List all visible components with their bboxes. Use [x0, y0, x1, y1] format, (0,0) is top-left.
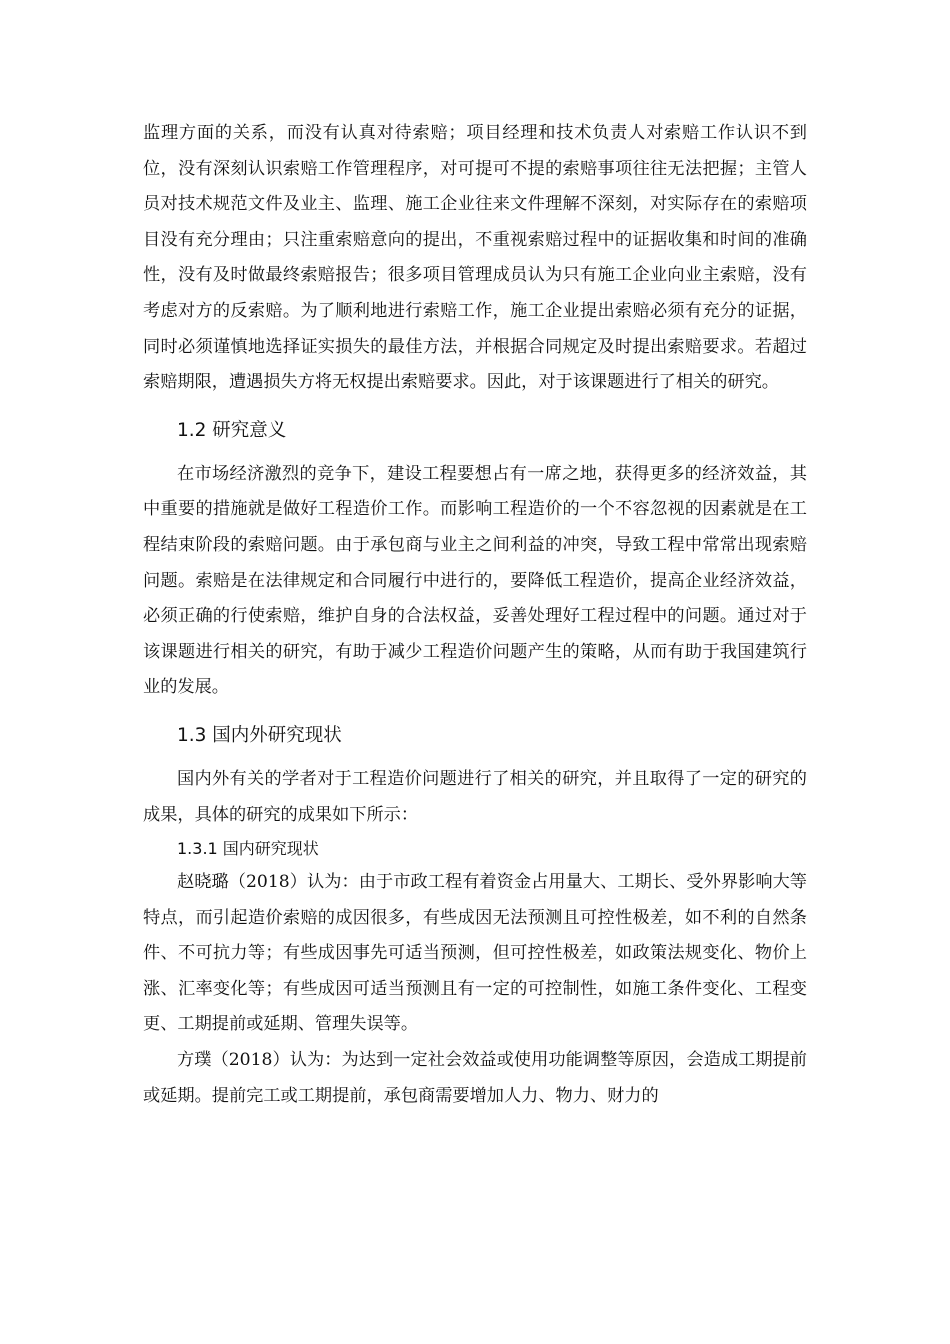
heading-domestic-research-status: 1.3.1 国内研究现状 — [177, 839, 319, 859]
paragraph-claims-background: 监理方面的关系，而没有认真对待索赔；项目经理和技术负责人对索赔工作认识不到位，没有深刻认识索赔工作管理程序，对可提可不提的索赔事项往往无法把握；主管人员对技术规范文件及业主、监理、施工企业往来文件理解不深刻，对实际存在的索赔项目没有充分理由；只注重索赔意向的提出，不重视索赔过程中的证据收集和时间的准确性，没有及时做最终索赔报告；很多项目管理成员认为只有施工企业向业主索赔，没有考虑对方的反索赔。为了顺利地进行索赔工作，施工企业提出索赔必须有充分的证据，同时必须谨慎地选择证实损失的最佳方法，并根据合同规定及时提出索赔要求。若超过索赔期限，遭遇损失方将无权提出索赔要求。因此，对于该课题进行了相关的研究。 — [143, 123, 807, 393]
document-page — [143, 116, 807, 1114]
paragraph-fang-pu: 方璞（2018）认为：为达到一定社会效益或使用功能调整等原因，会造成工期提前或延期。提前完工或工期提前，承包商需要增加人力、物力、财力的 — [143, 1050, 807, 1106]
paragraph-research-significance: 在市场经济激烈的竞争下，建设工程要想占有一席之地，获得更多的经济效益，其中重要的措施就是做好工程造价工作。而影响工程造价的一个不容忽视的因素就是在工程结束阶段的索赔问题。由于承包商与业主之间利益的冲突，导致工程中常常出现索赔问题。索赔是在法律规定和合同履行中进行的，要降低工程造价，提高企业经济效益，必须正确的行使索赔，维护自身的合法权益，妥善处理好工程过程中的问题。通过对于该课题进行相关的研究，有助于减少工程造价问题产生的策略，从而有助于我国建筑行业的发展。 — [143, 463, 807, 698]
heading-research-status: 1.3 国内外研究现状 — [177, 724, 342, 746]
heading-research-significance: 1.2 研究意义 — [177, 419, 287, 441]
paragraph-research-status-intro: 国内外有关的学者对于工程造价问题进行了相关的研究，并且取得了一定的研究的成果，具体的研究的成果如下所示： — [143, 768, 807, 825]
paragraph-zhao-xiaolu: 赵晓璐（2018）认为：由于市政工程有着资金占用量大、工期长、受外界影响大等特点，而引起造价索赔的成因很多，有些成因无法预测且可控性极差，如不利的自然条件、不可抗力等；有些成因事先可适当预测，但可控性极差，如政策法规变化、物价上涨、汇率变化等；有些成因可适当预测且有一定的可控制性，如施工条件变化、工程变更、工期提前或延期、管理失误等。 — [143, 872, 807, 1035]
